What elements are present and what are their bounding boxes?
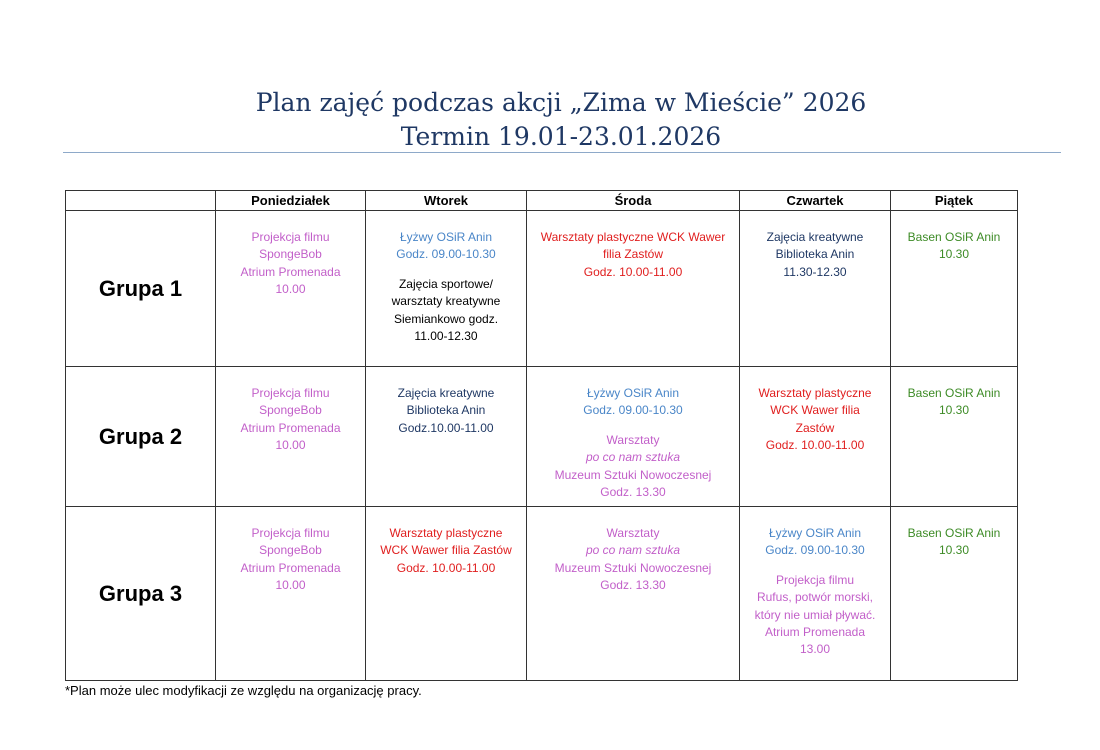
cell-sroda: [527, 211, 740, 367]
activity-line: Godz. 09.00-10.30: [583, 403, 683, 418]
activity-line: 10.30: [938, 543, 970, 558]
activity-line: Łyżwy OSiR Anin: [768, 526, 862, 540]
activity-line: WCK Wawer filia: [770, 403, 860, 418]
activity-line: 13.00: [799, 642, 831, 657]
cell-poniedzialek: [216, 211, 366, 367]
activity-line: 10.00: [275, 438, 306, 453]
cell-sroda: [527, 367, 740, 507]
activity-line: Atrium Promenada: [240, 264, 341, 279]
activity-line: Muzeum Sztuki Nowoczesnej: [554, 467, 712, 482]
header-czwartek: Czwartek: [740, 191, 891, 211]
activity-line: Atrium Promenada: [764, 625, 866, 640]
page-title: [0, 86, 1100, 154]
activity-line: Projekcja filmu: [775, 572, 855, 587]
activity-line: Zajęcia kreatywne: [766, 230, 864, 244]
activity-line: który nie umiał pływać.: [754, 607, 876, 622]
activity-line: Warsztaty plastyczne WCK Wawer: [540, 230, 726, 244]
activity-line: Basen OSiR Anin: [907, 386, 1001, 400]
activity-line: Siemiankowo godz.: [393, 311, 499, 326]
cell-poniedzialek: [216, 507, 366, 681]
cell-sroda: [527, 507, 740, 681]
activity-line: Projekcja filmu: [251, 386, 330, 400]
activity-line: Godz.10.00-11.00: [398, 420, 494, 435]
activity-line: 10.30: [938, 403, 970, 418]
activity-line: 11.00-12.30: [414, 329, 478, 344]
activity-line: Godz. 10.00-11.00: [583, 264, 683, 279]
spacer: [366, 264, 526, 276]
activity-line: Godz. 10.00-11.00: [765, 438, 865, 453]
activity-line: Zajęcia kreatywne: [397, 386, 495, 400]
group-label: Grupa 3: [98, 580, 183, 606]
activity-line: 10.00: [275, 578, 306, 593]
activity-line: SpongeBob: [259, 247, 322, 262]
activity-line: 10.30: [938, 247, 970, 262]
activity-line: SpongeBob: [259, 543, 322, 558]
activity-line: Rufus, potwór morski,: [756, 590, 874, 605]
activity-line: Basen OSiR Anin: [907, 230, 1001, 244]
activity-line: Godz. 09.00-10.30: [765, 543, 865, 558]
activity-line: SpongeBob: [259, 403, 322, 418]
activity-line: Biblioteka Anin: [406, 403, 486, 418]
cell-wtorek: [366, 211, 527, 367]
activity-line: Atrium Promenada: [240, 560, 341, 575]
footnote: *Plan może ulec modyfikacji ze względu na organizację pracy.: [65, 683, 422, 698]
activity-line: Warsztaty: [606, 526, 660, 540]
cell-czwartek: [740, 211, 891, 367]
activity-line: Zastów: [795, 420, 835, 435]
cell-piatek: [891, 367, 1018, 507]
title-line-1: Plan zajęć podczas akcji „Zima w Mieście” 2026: [255, 88, 867, 117]
activity-line: Warsztaty: [606, 432, 660, 447]
activity-line: Godz. 09.00-10.30: [396, 247, 496, 262]
cell-czwartek: [740, 367, 891, 507]
activity-line: Warsztaty plastyczne: [389, 526, 503, 540]
activity-line: 11.30-12.30: [783, 264, 847, 279]
header-poniedzialek: Poniedziałek: [216, 191, 366, 211]
header-piatek: Piątek: [891, 191, 1018, 211]
table-row-grupa-1: [66, 211, 1018, 367]
activity-line: 10.00: [275, 282, 306, 297]
cell-czwartek: [740, 507, 891, 681]
activity-line: Łyżwy OSiR Anin: [399, 230, 493, 244]
activity-line: Godz. 10.00-11.00: [396, 560, 496, 575]
cell-piatek: [891, 507, 1018, 681]
header-sroda: Środa: [527, 191, 740, 211]
title-line-2: Termin 19.01-23.01.2026: [400, 122, 722, 151]
activity-line: Zajęcia sportowe/: [398, 276, 494, 291]
group-cell: [66, 367, 216, 507]
header-wtorek: Wtorek: [366, 191, 527, 211]
activity-line: Łyżwy OSiR Anin: [586, 386, 680, 400]
activity-line: Warsztaty plastyczne: [758, 386, 872, 400]
activity-line: Atrium Promenada: [240, 420, 341, 435]
activity-line: Godz. 13.30: [600, 578, 666, 593]
activity-line: po co nam sztuka: [585, 543, 681, 558]
cell-wtorek: [366, 507, 527, 681]
title-underline: [63, 152, 1061, 153]
cell-poniedzialek: [216, 367, 366, 507]
activity-line: Basen OSiR Anin: [907, 526, 1001, 540]
group-label: Grupa 1: [98, 275, 183, 301]
group-label: Grupa 2: [98, 423, 183, 449]
group-cell: [66, 211, 216, 367]
spacer: [527, 420, 739, 432]
cell-wtorek: [366, 367, 527, 507]
activity-line: Muzeum Sztuki Nowoczesnej: [554, 560, 712, 575]
activity-line: Biblioteka Anin: [775, 247, 855, 262]
activity-line: warsztaty kreatywne: [391, 294, 501, 309]
table-row-grupa-2: [66, 367, 1018, 507]
cell-piatek: [891, 211, 1018, 367]
activity-line: Godz. 13.30: [600, 485, 666, 500]
activity-line: WCK Wawer filia Zastów: [380, 543, 512, 558]
header-row: [66, 191, 1018, 211]
activity-line: Projekcja filmu: [251, 230, 330, 244]
schedule-table: [65, 190, 1018, 681]
activity-line: po co nam sztuka: [585, 450, 681, 465]
table-row-grupa-3: [66, 507, 1018, 681]
group-cell: [66, 507, 216, 681]
header-empty: [66, 191, 216, 211]
activity-line: Projekcja filmu: [251, 526, 330, 540]
activity-line: filia Zastów: [602, 247, 664, 262]
spacer: [740, 560, 890, 572]
